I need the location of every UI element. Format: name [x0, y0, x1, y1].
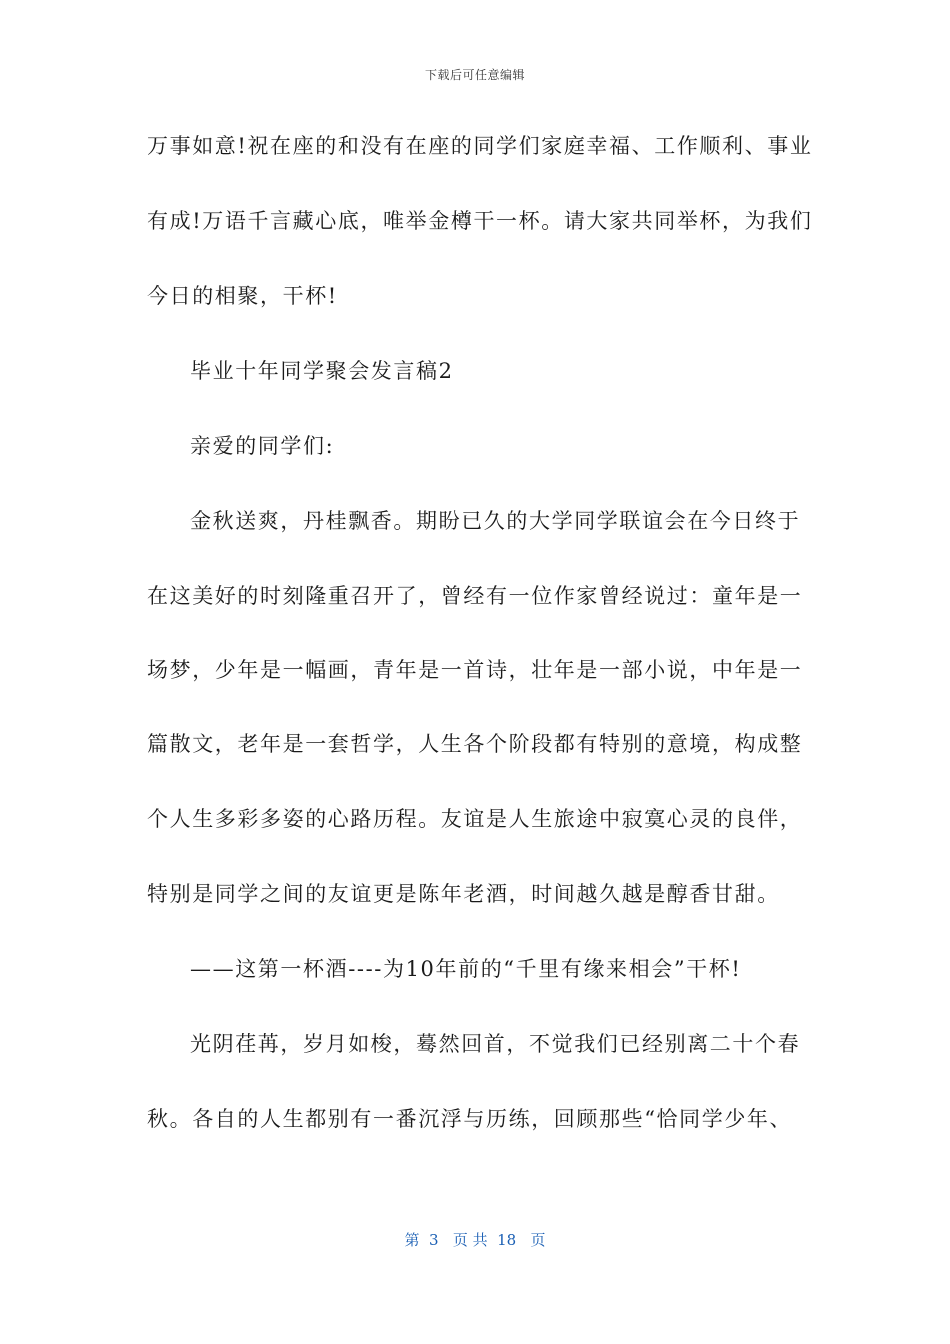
text-line: 个人生多彩多姿的心路历程。友谊是人生旅途中寂寞心灵的良伴， [147, 807, 803, 831]
section-heading: 毕业十年同学聚会发言稿2 [190, 359, 454, 383]
header-note: 下载后可任意编辑 [424, 68, 525, 82]
text-line: 场梦，少年是一幅画，青年是一首诗，壮年是一部小说，中年是一 [147, 658, 803, 682]
text-line: ——这第一杯酒----为10年前的“千里有缘来相会”干杯! [190, 957, 742, 981]
salutation: 亲爱的同学们: [190, 434, 335, 458]
text-line: 在这美好的时刻隆重召开了，曾经有一位作家曾经说过：童年是一 [147, 584, 803, 608]
text-line: 特别是同学之间的友谊更是陈年老酒，时间越久越是醇香甘甜。 [147, 882, 780, 906]
page-footer: 第 3 页 共 18 页 [404, 1231, 546, 1249]
text-line: 篇散文，老年是一套哲学，人生各个阶段都有特别的意境，构成整 [147, 732, 803, 756]
text-line: 有成!万语千言藏心底，唯举金樽干一杯。请大家共同举杯，为我们 [147, 209, 813, 233]
text-line: 秋。各自的人生都别有一番沉浮与历练，回顾那些“恰同学少年、 [147, 1107, 793, 1131]
text-line: 今日的相聚，干杯! [147, 284, 338, 308]
text-line: 金秋送爽，丹桂飘香。期盼已久的大学同学联谊会在今日终于 [190, 509, 801, 533]
text-line: 万事如意!祝在座的和没有在座的同学们家庭幸福、工作顺利、事业 [147, 134, 813, 158]
text-line: 光阴荏苒，岁月如梭，蓦然回首，不觉我们已经别离二十个春 [190, 1032, 801, 1056]
